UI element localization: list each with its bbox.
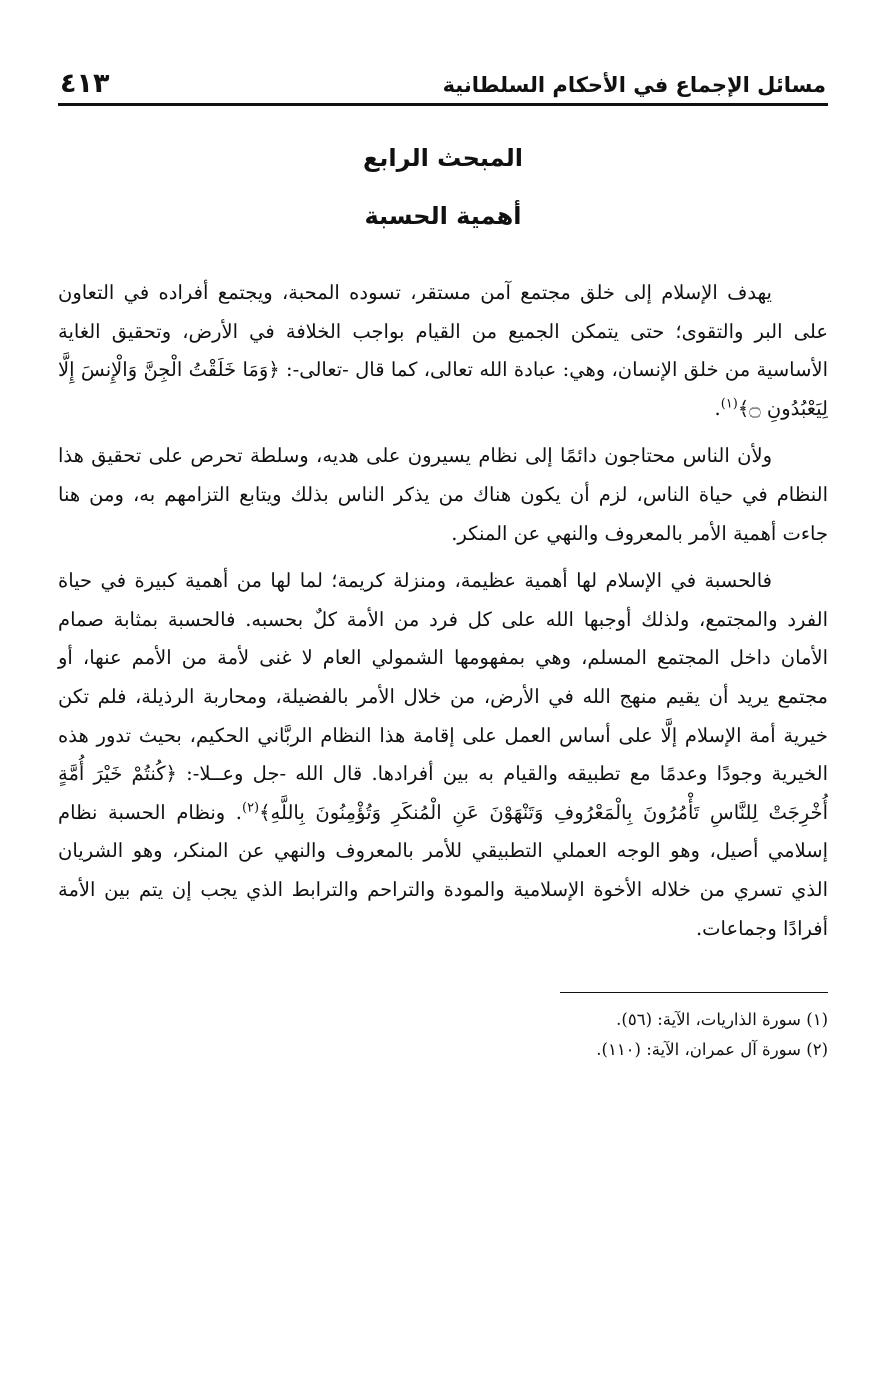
quran-verse-2: ﴿كُنتُمْ خَيْرَ أُمَّةٍ أُخْرِجَتْ لِلنَّاسِ تَأْمُرُونَ بِالْمَعْرُوفِ وَتَنْهَوْنَ عَنِ الْمُنكَرِ وَتُؤْمِنُونَ بِاللَّهِ﴾: [58, 762, 828, 824]
footnote-ref-2: (٢): [241, 800, 260, 816]
paragraph-3: [58, 562, 828, 948]
section-title: أهمية الحسبة: [364, 202, 522, 230]
body-text: [58, 274, 828, 948]
footnote-1: (١) سورة الذاريات، الآية: (٥٦).: [616, 1010, 828, 1030]
page-number: ٤١٣: [60, 68, 110, 99]
book-page: [58, 66, 828, 1065]
section-label: المبحث الرابع: [363, 144, 523, 172]
footnote-2: (٢) سورة آل عمران، الآية: (١١٠).: [596, 1040, 828, 1060]
paragraph-1-end: .: [714, 396, 721, 420]
footnotes: [58, 1005, 828, 1065]
paragraph-3-text: فالحسبة في الإسلام لها أهمية عظيمة، ومنزلة كريمة؛ لما لها من أهمية كبيرة في حياة الفرد والمجتمع، ولذلك أوجبها الله على كل فرد من الأمة كلٌ بحسبه. فالحسبة بمثابة صمام الأمان داخل المجتمع المسلم، وهي بمفهومها الشمولي العام لا غنى لأمة من الأمم عنها، أو مجتمع يريد أن يقيم منهج الله في الأرض، من خلال الأمر بالفضيلة، ومحاربة الرذيلة، فلم تكن خيرية أمة الإسلام إلَّا على أساس العمل على إقامة هذا النظام الربَّاني الحكيم، بحيث تدور هذه الخيرية وجودًا وعدمًا مع تطبيقه والقيام به بين أفرادها. قال الله -جل وعــلا-:: [58, 569, 828, 786]
paragraph-2: ولأن الناس محتاجون دائمًا إلى نظام يسيرون على هديه، وسلطة تحرص على تحقيق هذا النظام في حياة الناس، لزم أن يكون هناك من يذكر الناس بذلك ويتابع التزامهم به، ومن هنا جاءت أهمية الأمر بالمعروف والنهي عن المنكر.: [58, 444, 828, 545]
quran-verse-1: ﴿وَمَا خَلَقْتُ الْجِنَّ وَالْإِنسَ إِلَّا لِيَعْبُدُونِ ۝﴾: [58, 358, 828, 420]
running-header: [58, 66, 828, 106]
paragraph-1: [58, 274, 828, 428]
book-title: مسائل الإجماع في الأحكام السلطانية: [442, 73, 826, 97]
footnote-ref-1: (١): [720, 396, 738, 412]
footnote-divider: [560, 992, 828, 993]
paragraph-1-text: يهدف الإسلام إلى خلق مجتمع آمن مستقر، تسوده المحبة، ويجتمع أفراده في التعاون على البر والتقوى؛ حتى يتمكن الجميع من القيام بواجب الخلافة في الأرض، وتحقيق الغاية الأساسية من خلق الإنسان، وهي: عبادة الله تعالى، كما قال -تعالى-:: [58, 281, 828, 382]
paragraph-3-end: . ونظام الحسبة نظام إسلامي أصيل، وهو الوجه العملي التطبيقي للأمر بالمعروف والنهي عن المنكر، وهو الشريان الذي تسري من خلاله الأخوة الإسلامية والمودة والتراحم والترابط الذي يجب إن يتم بين الأمة أفرادًا وجماعات.: [58, 800, 828, 940]
